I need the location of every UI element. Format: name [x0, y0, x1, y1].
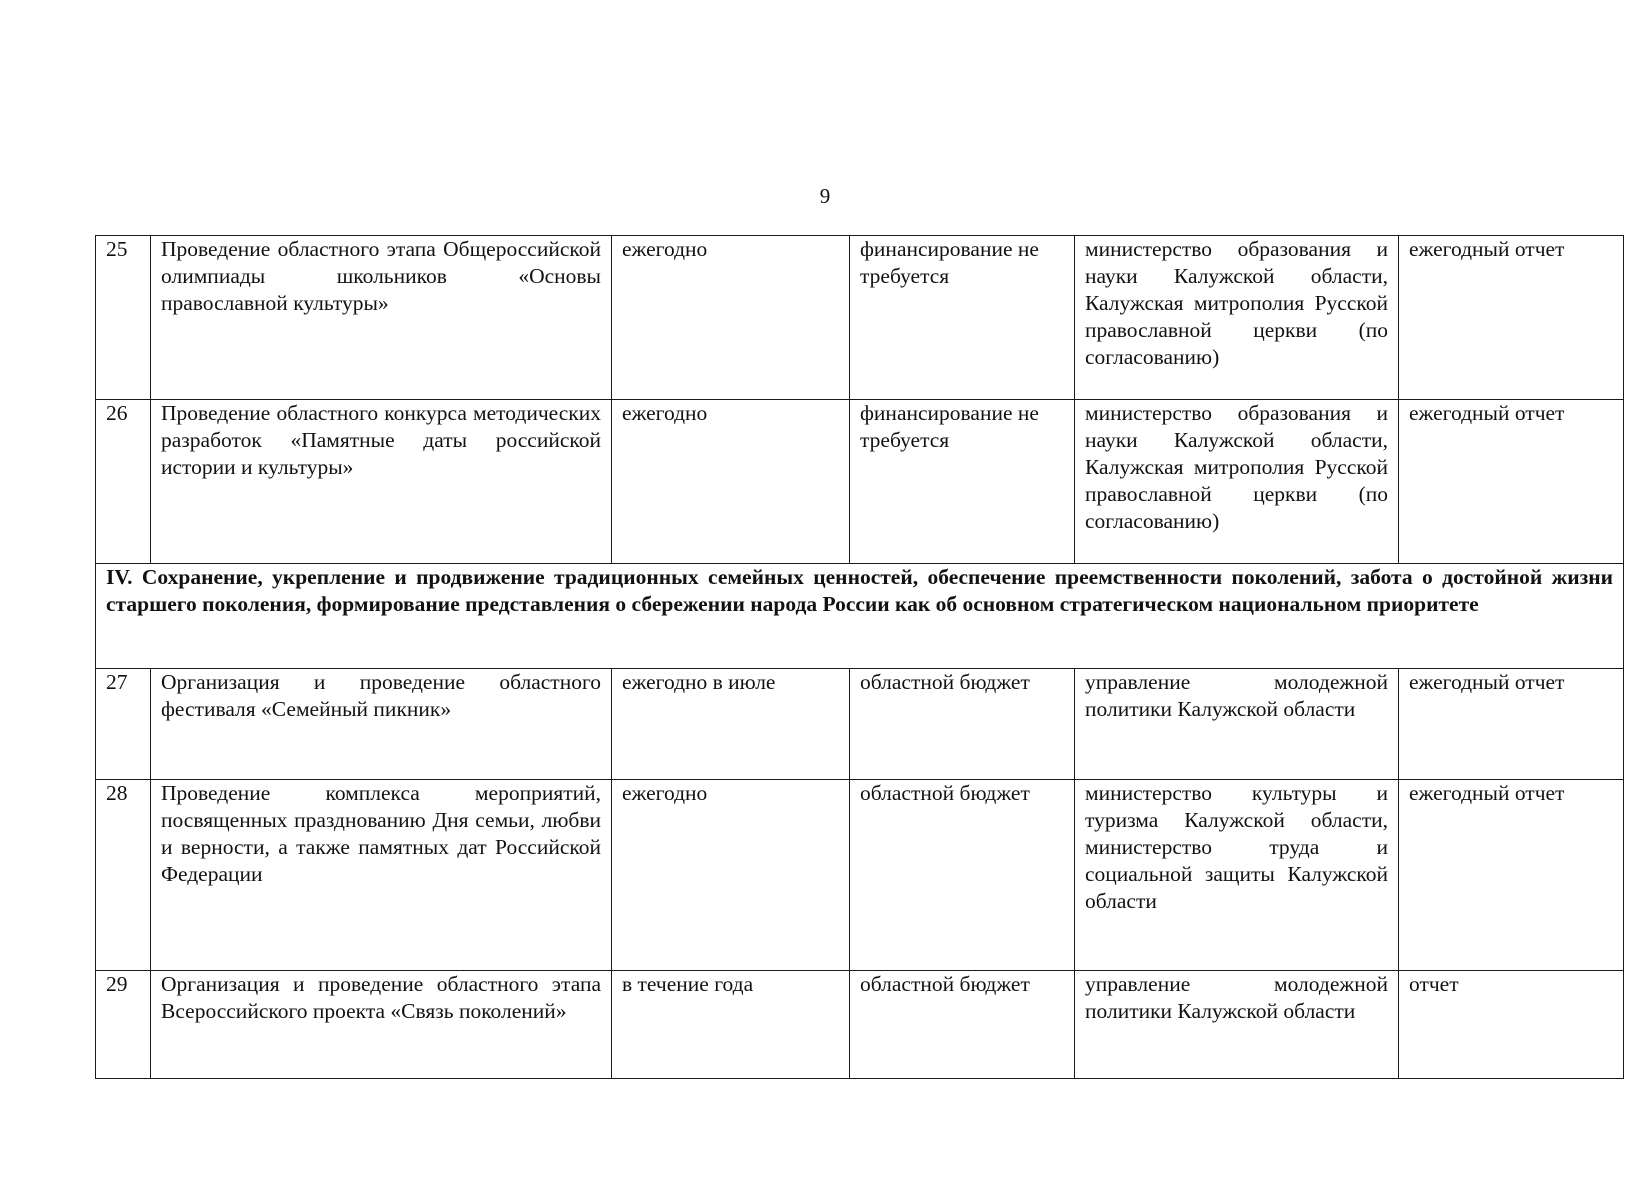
measure-name: Проведение комплекса мероприятий, посвященных празднованию Дня семьи, любви и верности, а также памятных дат Российской Федерации	[151, 780, 612, 971]
section-heading: IV. Сохранение, укрепление и продвижение традиционных семейных ценностей, обеспечение преемственности поколений, забота о достойной жизни старшего поколения, формирование представления о сбережении народа России как об основном стратегическом национальном приоритете	[96, 564, 1624, 669]
measure-name: Организация и проведение областного фестиваля «Семейный пикник»	[151, 669, 612, 780]
row-number: 26	[96, 400, 151, 564]
measure-executor: министерство образования и науки Калужской области, Калужская митрополия Русской православной церкви (по согласованию)	[1075, 400, 1399, 564]
section-row	[96, 564, 1624, 669]
row-number: 27	[96, 669, 151, 780]
measure-financing: областной бюджет	[850, 669, 1075, 780]
measure-term: ежегодно	[612, 236, 850, 400]
table-row	[96, 780, 1624, 971]
measure-result: ежегодный отчет	[1399, 669, 1624, 780]
table-row	[96, 400, 1624, 564]
measure-term: ежегодно	[612, 780, 850, 971]
table-row	[96, 669, 1624, 780]
measure-executor: министерство культуры и туризма Калужской области, министерство труда и социальной защиты Калужской области	[1075, 780, 1399, 971]
measure-executor: управление молодежной политики Калужской области	[1075, 971, 1399, 1079]
row-number: 28	[96, 780, 151, 971]
measure-financing: областной бюджет	[850, 971, 1075, 1079]
page-number: 9	[819, 184, 831, 208]
measure-financing: финансирование не требуется	[850, 400, 1075, 564]
measure-financing: областной бюджет	[850, 780, 1075, 971]
measure-result: ежегодный отчет	[1399, 780, 1624, 971]
measure-name: Организация и проведение областного этапа Всероссийского проекта «Связь поколений»	[151, 971, 612, 1079]
row-number: 25	[96, 236, 151, 400]
measure-name: Проведение областного этапа Общероссийской олимпиады школьников «Основы православной культуры»	[151, 236, 612, 400]
measure-term: ежегодно в июле	[612, 669, 850, 780]
measure-term: ежегодно	[612, 400, 850, 564]
measure-term: в течение года	[612, 971, 850, 1079]
measure-result: ежегодный отчет	[1399, 236, 1624, 400]
measure-result: отчет	[1399, 971, 1624, 1079]
measure-executor: министерство образования и науки Калужской области, Калужская митрополия Русской православной церкви (по согласованию)	[1075, 236, 1399, 400]
row-number: 29	[96, 971, 151, 1079]
measure-executor: управление молодежной политики Калужской области	[1075, 669, 1399, 780]
measure-name: Проведение областного конкурса методических разработок «Памятные даты российской истории и культуры»	[151, 400, 612, 564]
table-row	[96, 971, 1624, 1079]
table-row	[96, 236, 1624, 400]
measure-financing: финансирование не требуется	[850, 236, 1075, 400]
measure-result: ежегодный отчет	[1399, 400, 1624, 564]
measures-table	[95, 235, 1624, 1079]
